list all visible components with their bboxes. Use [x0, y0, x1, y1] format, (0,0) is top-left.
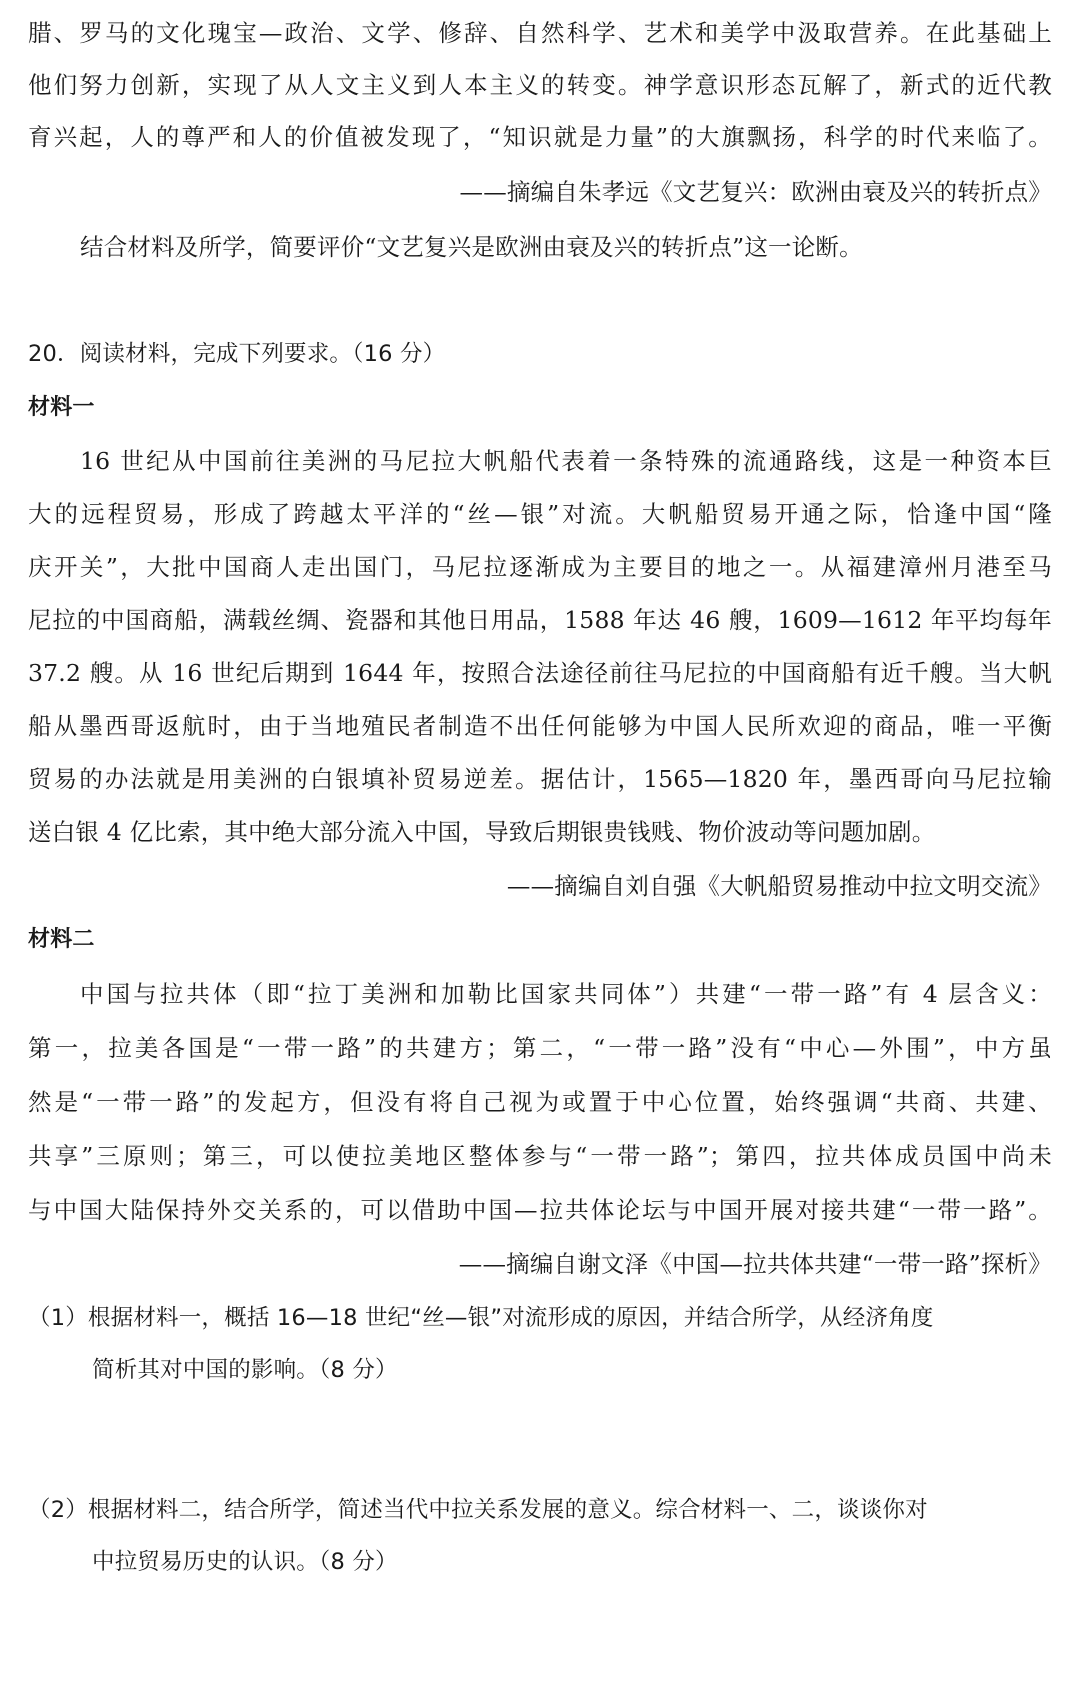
- material2-source: ——摘编自谢文泽《中国—拉共体共建“一带一路”探析》: [458, 1250, 1052, 1278]
- q19-text-line: 育兴起，人的尊严和人的价值被发现了，“知识就是力量”的大旗飘扬，科学的时代来临了。: [28, 123, 1052, 151]
- material2-line: 第一，拉美各国是“一带一路”的共建方；第二，“一带一路”没有“中心—外围”，中方虽: [28, 1034, 1052, 1062]
- material1-line: 船从墨西哥返航时，由于当地殖民者制造不出任何能够为中国人民所欢迎的商品，唯一平衡: [28, 712, 1052, 740]
- q20-title: 20．阅读材料，完成下列要求。（16 分）: [28, 341, 446, 367]
- q19-task: 结合材料及所学，简要评价“文艺复兴是欧洲由衰及兴的转折点”这一论断。: [80, 233, 863, 261]
- material1-line: 16 世纪从中国前往美洲的马尼拉大帆船代表着一条特殊的流通路线，这是一种资本巨: [80, 447, 1052, 475]
- question-1-line1: （1）根据材料一，概括 16—18 世纪“丝—银”对流形成的原因，并结合所学，从经济角度: [28, 1305, 934, 1331]
- material1-line: 送白银 4 亿比索，其中绝大部分流入中国，导致后期银贵钱贱、物价波动等问题加剧。: [28, 818, 936, 846]
- q19-source: ——摘编自朱孝远《文艺复兴：欧洲由衰及兴的转折点》: [459, 178, 1052, 206]
- material2-line: 然是“一带一路”的发起方，但没有将自己视为或置于中心位置，始终强调“共商、共建、: [28, 1088, 1052, 1116]
- material1-line: 大的远程贸易，形成了跨越太平洋的“丝—银”对流。大帆船贸易开通之际，恰逢中国“隆: [28, 500, 1052, 528]
- material1-line: 贸易的办法就是用美洲的白银填补贸易逆差。据估计，1565—1820 年，墨西哥向马尼拉输: [28, 765, 1052, 793]
- question-2-line2: 中拉贸易历史的认识。（8 分）: [92, 1549, 398, 1575]
- material1-heading: 材料一: [28, 395, 95, 420]
- material2-line: 共享”三原则；第三，可以使拉美地区整体参与“一带一路”；第四，拉共体成员国中尚未: [28, 1142, 1052, 1170]
- q19-text-line: 他们努力创新，实现了从人文主义到人本主义的转变。神学意识形态瓦解了，新式的近代教: [28, 71, 1052, 99]
- material2-line: 中国与拉共体（即“拉丁美洲和加勒比国家共同体”）共建“一带一路”有 4 层含义：: [80, 980, 1052, 1008]
- material1-line: 尼拉的中国商船，满载丝绸、瓷器和其他日用品，1588 年达 46 艘，1609—1612 年平均每年: [28, 606, 1052, 634]
- material1-line: 37.2 艘。从 16 世纪后期到 1644 年，按照合法途径前往马尼拉的中国商船有近千艘。当大帆: [28, 659, 1052, 687]
- material1-source: ——摘编自刘自强《大帆船贸易推动中拉文明交流》: [506, 872, 1052, 900]
- material2-line: 与中国大陆保持外交关系的，可以借助中国—拉共体论坛与中国开展对接共建“一带一路”。: [28, 1196, 1052, 1224]
- material1-line: 庆开关”，大批中国商人走出国门，马尼拉逐渐成为主要目的地之一。从福建漳州月港至马: [28, 553, 1052, 581]
- q19-text-line: 腊、罗马的文化瑰宝—政治、文学、修辞、自然科学、艺术和美学中汲取营养。在此基础上: [28, 19, 1052, 47]
- question-1-line2: 简析其对中国的影响。（8 分）: [92, 1357, 398, 1383]
- question-2-line1: （2）根据材料二，结合所学，简述当代中拉关系发展的意义。综合材料一、二，谈谈你对: [28, 1497, 928, 1523]
- material2-heading: 材料二: [28, 927, 95, 952]
